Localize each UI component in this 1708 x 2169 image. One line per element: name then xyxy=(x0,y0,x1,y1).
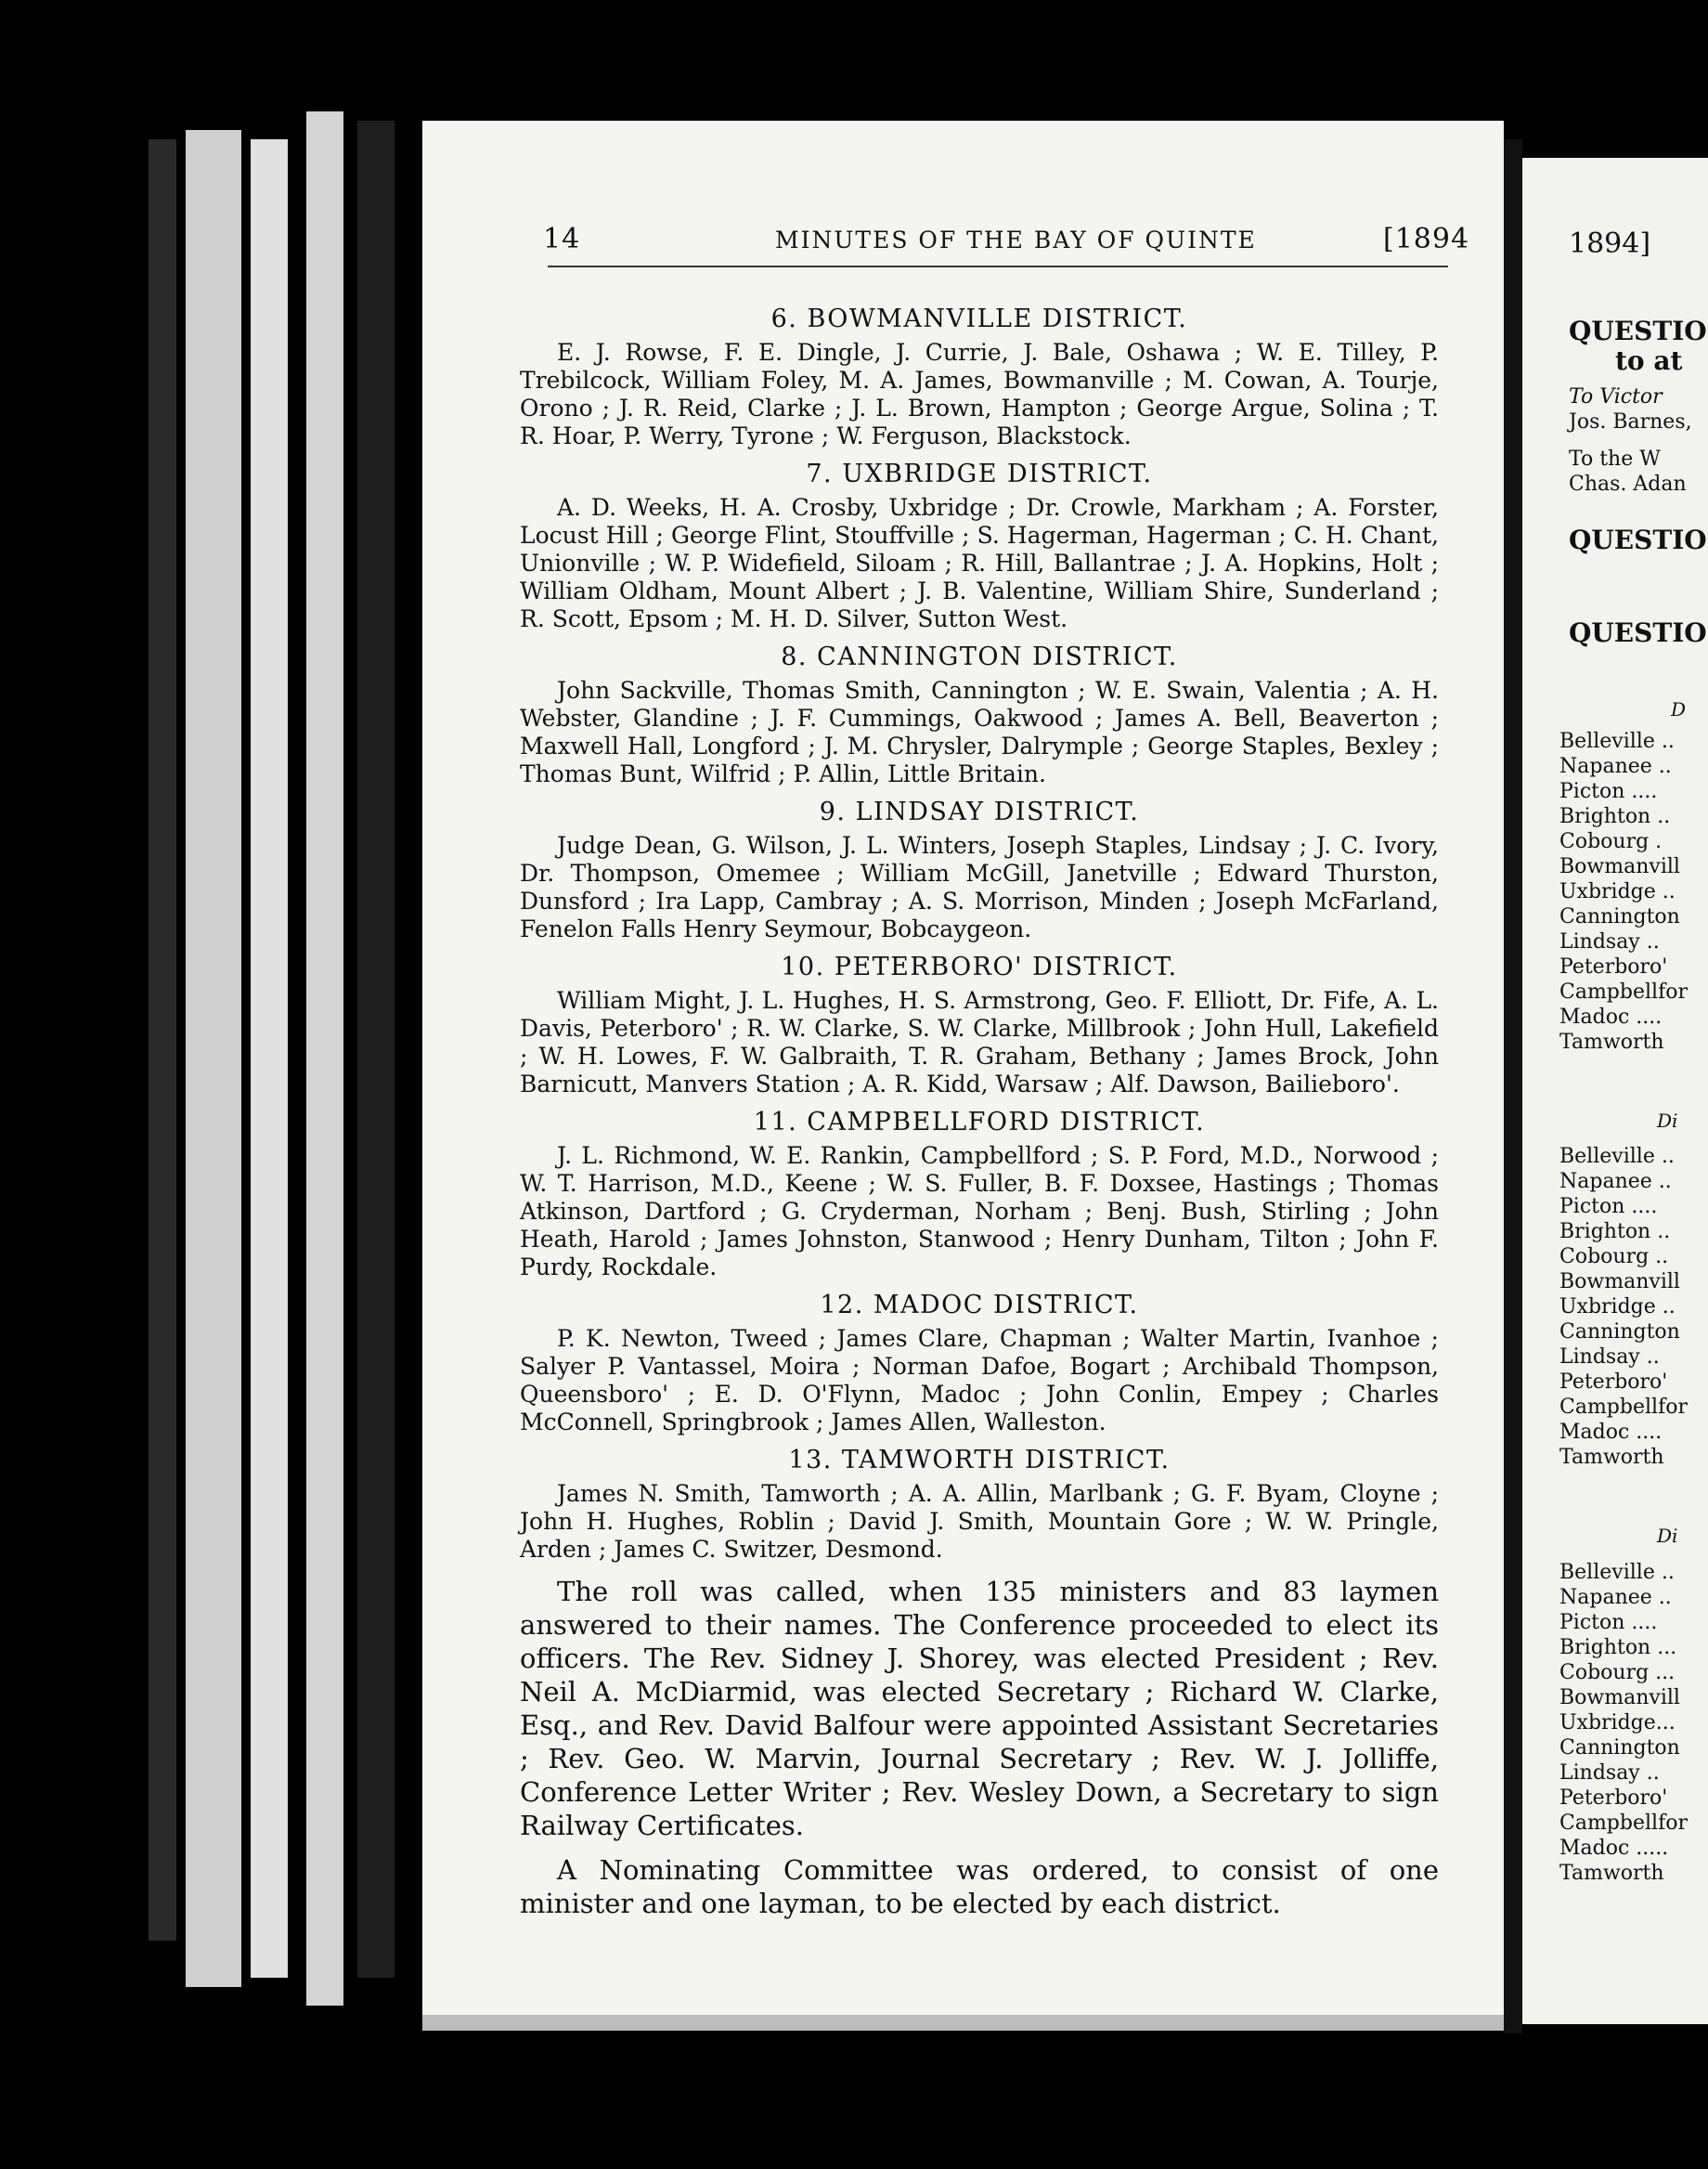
district-section xyxy=(520,1108,1439,1281)
page-stack-edge xyxy=(186,130,241,1987)
list-item: Napanee .. xyxy=(1559,1586,1672,1609)
facing-column-heading: Di xyxy=(1657,1525,1678,1547)
list-item: Belleville .. xyxy=(1559,730,1675,753)
list-item: Lindsay .. xyxy=(1559,1761,1660,1785)
list-item: Picton .... xyxy=(1559,780,1658,803)
district-heading: 10. PETERBORO' DISTRICT. xyxy=(781,953,1178,981)
list-item: Campbellfor xyxy=(1559,1812,1688,1835)
list-item: Belleville .. xyxy=(1559,1145,1675,1168)
district-section xyxy=(520,460,1439,633)
district-list: E. J. Rowse, F. E. Dingle, J. Currie, J. Bale, Oshawa ; W. E. Tilley, P. Trebilcock, William Foley, M. A. James, Bowmanville ; M. Cowan, A. Tourje, Orono ; J. R. Reid, Clarke ; J. L. Brown, Hampton ; George Argue, Solina ; T. R. Hoar, P. Werry, Tyrone ; W. Ferguson, Blackstock. xyxy=(520,339,1439,449)
page-number: 14 xyxy=(543,223,581,255)
list-item: Peterboro' xyxy=(1559,955,1668,979)
district-section xyxy=(520,643,1439,788)
page-stack-edge xyxy=(357,121,395,1978)
list-item: Napanee .. xyxy=(1559,755,1672,778)
list-item: Cannington xyxy=(1559,1320,1680,1344)
district-list: William Might, J. L. Hughes, H. S. Armstrong, Geo. F. Elliott, Dr. Fife, A. L. Davis, Peterboro' ; R. W. Clarke, S. W. Clarke, Millbrook ; John Hull, Lakefield ; W. H. Lowes, F. W. Galbraith, T. R. Graham, Bethany ; James Brock, John Barnicutt, Manvers Station ; A. R. Kidd, Warsaw ; Alf. Dawson, Bailieboro'. xyxy=(520,987,1439,1097)
facing-district-list xyxy=(1559,1144,1689,1470)
running-title: MINUTES OF THE BAY OF QUINTE xyxy=(775,227,1257,253)
district-list: Judge Dean, G. Wilson, J. L. Winters, Joseph Staples, Lindsay ; J. C. Ivory, Dr. Thompson, Omemee ; William McGill, Janetville ; Edward Thurston, Dunsford ; Ira Lapp, Cambray ; A. S. Morrison, Minden ; Joseph McFarland, Fenelon Falls Henry Seymour, Bobcaygeon. xyxy=(520,832,1439,942)
list-item: Uxbridge... xyxy=(1559,1711,1676,1734)
book-gutter xyxy=(1504,139,1522,2033)
facing-district-list xyxy=(1559,1560,1689,1886)
list-item: Bowmanvill xyxy=(1559,855,1680,878)
facing-district-list xyxy=(1559,729,1689,1055)
district-heading: 13. TAMWORTH DISTRICT. xyxy=(788,1446,1171,1474)
list-item: Campbellfor xyxy=(1559,1396,1688,1419)
page-stack-edge xyxy=(251,139,288,1978)
list-item: Cobourg . xyxy=(1559,830,1663,853)
facing-column-heading: D xyxy=(1671,698,1687,721)
facing-question-heading: QUESTIO xyxy=(1569,316,1707,346)
list-item: Peterboro' xyxy=(1559,1786,1668,1810)
district-section xyxy=(520,798,1439,943)
list-item: Madoc .... xyxy=(1559,1006,1663,1029)
district-list: John Sackville, Thomas Smith, Cannington ; W. E. Swain, Valentia ; A. H. Webster, Glandine ; J. F. Cummings, Oakwood ; James A. Bell, Beaverton ; Maxwell Hall, Longford ; J. M. Chrysler, Dalrymple ; George Staples, Bexley ; Thomas Bunt, Wilfrid ; P. Allin, Little Britain. xyxy=(520,677,1439,787)
running-header xyxy=(543,223,1470,260)
nominating-paragraph: A Nominating Committee was ordered, to consist of one minister and one layman, to be elected by each district. xyxy=(520,1854,1439,1919)
list-item: Cannington xyxy=(1559,905,1680,929)
facing-text: Jos. Barnes, xyxy=(1569,410,1692,434)
list-item: Peterboro' xyxy=(1559,1370,1668,1394)
district-heading: 7. UXBRIDGE DISTRICT. xyxy=(806,460,1153,488)
list-item: Madoc ..... xyxy=(1559,1837,1669,1860)
list-item: Tamworth xyxy=(1559,1446,1664,1469)
facing-text: To the W xyxy=(1569,448,1661,471)
list-item: Lindsay .. xyxy=(1559,1345,1660,1369)
district-heading: 8. CANNINGTON DISTRICT. xyxy=(781,643,1178,671)
district-heading: 9. LINDSAY DISTRICT. xyxy=(819,798,1140,826)
facing-question-heading: QUESTIO xyxy=(1569,525,1707,555)
facing-text: To Victor xyxy=(1569,385,1663,409)
district-heading: 6. BOWMANVILLE DISTRICT. xyxy=(770,305,1188,333)
list-item: Brighton ... xyxy=(1559,1636,1677,1659)
district-heading: 12. MADOC DISTRICT. xyxy=(820,1291,1139,1319)
list-item: Lindsay .. xyxy=(1559,930,1660,954)
list-item: Tamworth xyxy=(1559,1031,1664,1054)
list-item: Cannington xyxy=(1559,1736,1680,1760)
district-list: James N. Smith, Tamworth ; A. A. Allin, Marlbank ; G. F. Byam, Cloyne ; John H. Hughes, Roblin ; David J. Smith, Mountain Gore ; W. W. Pringle, Arden ; James C. Switzer, Desmond. xyxy=(520,1480,1439,1563)
list-item: Uxbridge .. xyxy=(1559,1295,1676,1318)
district-list: A. D. Weeks, H. A. Crosby, Uxbridge ; Dr. Crowle, Markham ; A. Forster, Locust Hill ; George Flint, Stouffville ; S. Hagerman, Hagerman ; C. H. Chant, Unionville ; W. P. Widefield, Siloam ; R. Hill, Ballantrae ; J. A. Hopkins, Holt ; William Oldham, Mount Albert ; J. B. Valentine, William Shire, Sunderland ; R. Scott, Epsom ; M. H. D. Silver, Sutton West. xyxy=(520,494,1439,632)
list-item: Madoc .... xyxy=(1559,1421,1663,1444)
district-section xyxy=(520,953,1439,1098)
list-item: Bowmanvill xyxy=(1559,1686,1680,1709)
facing-question-heading: QUESTIO xyxy=(1569,617,1707,648)
district-section xyxy=(520,1446,1439,1564)
facing-column-heading: Di xyxy=(1657,1110,1678,1132)
list-item: Napanee .. xyxy=(1559,1170,1672,1193)
district-section xyxy=(520,305,1439,450)
book-edge xyxy=(149,139,176,1941)
list-item: Cobourg .. xyxy=(1559,1245,1669,1268)
list-item: Cobourg ... xyxy=(1559,1661,1676,1684)
roll-call-paragraph: The roll was called, when 135 ministers and 83 laymen answered to their names. The Conference proceeded to elect its officers. The Rev. Sidney J. Shorey, was elected President ; Rev. Neil A. McDiarmid, was elected Secretary ; Richard W. Clarke, Esq., and Rev. David Balfour were appointed Assistant Secretaries ; Rev. Geo. W. Marvin, Journal Secretary ; Rev. W. J. Jolliffe, Conference Letter Writer ; Rev. Wesley Down, a Secretary to sign Railway Certificates. xyxy=(520,1576,1439,1841)
district-section xyxy=(520,1291,1439,1436)
list-item: Picton .... xyxy=(1559,1611,1658,1634)
page-stack-edge xyxy=(306,111,343,2006)
page-body xyxy=(520,295,1439,1924)
facing-text: Chas. Adan xyxy=(1569,473,1687,496)
district-list: J. L. Richmond, W. E. Rankin, Campbellford ; S. P. Ford, M.D., Norwood ; W. T. Harrison, M.D., Keene ; W. S. Fuller, B. F. Doxsee, Hastings ; Thomas Atkinson, Dartford ; G. Cryderman, Norham ; Benj. Bush, Stirling ; John Heath, Harold ; James Johnston, Stanwood ; Henry Dunham, Tilton ; John F. Purdy, Rockdale. xyxy=(520,1142,1439,1280)
year-label: [1894 xyxy=(1383,223,1470,255)
facing-question-subheading: to at xyxy=(1615,345,1683,376)
district-heading: 11. CAMPBELLFORD DISTRICT. xyxy=(753,1108,1206,1136)
district-list: P. K. Newton, Tweed ; James Clare, Chapman ; Walter Martin, Ivanhoe ; Salyer P. Vantassel, Moira ; Norman Dafoe, Bogart ; Archibald Thompson, Queensboro' ; E. D. O'Flynn, Madoc ; John Conlin, Empey ; Charles McConnell, Springbrook ; James Allen, Walleston. xyxy=(520,1325,1439,1435)
list-item: Bowmanvill xyxy=(1559,1270,1680,1293)
list-item: Brighton .. xyxy=(1559,805,1671,828)
list-item: Picton .... xyxy=(1559,1195,1658,1218)
facing-year: 1894] xyxy=(1569,227,1651,260)
header-rule xyxy=(548,266,1448,267)
list-item: Campbellfor xyxy=(1559,981,1688,1004)
list-item: Uxbridge .. xyxy=(1559,880,1676,903)
list-item: Tamworth xyxy=(1559,1862,1664,1885)
list-item: Brighton .. xyxy=(1559,1220,1671,1243)
list-item: Belleville .. xyxy=(1559,1561,1675,1584)
